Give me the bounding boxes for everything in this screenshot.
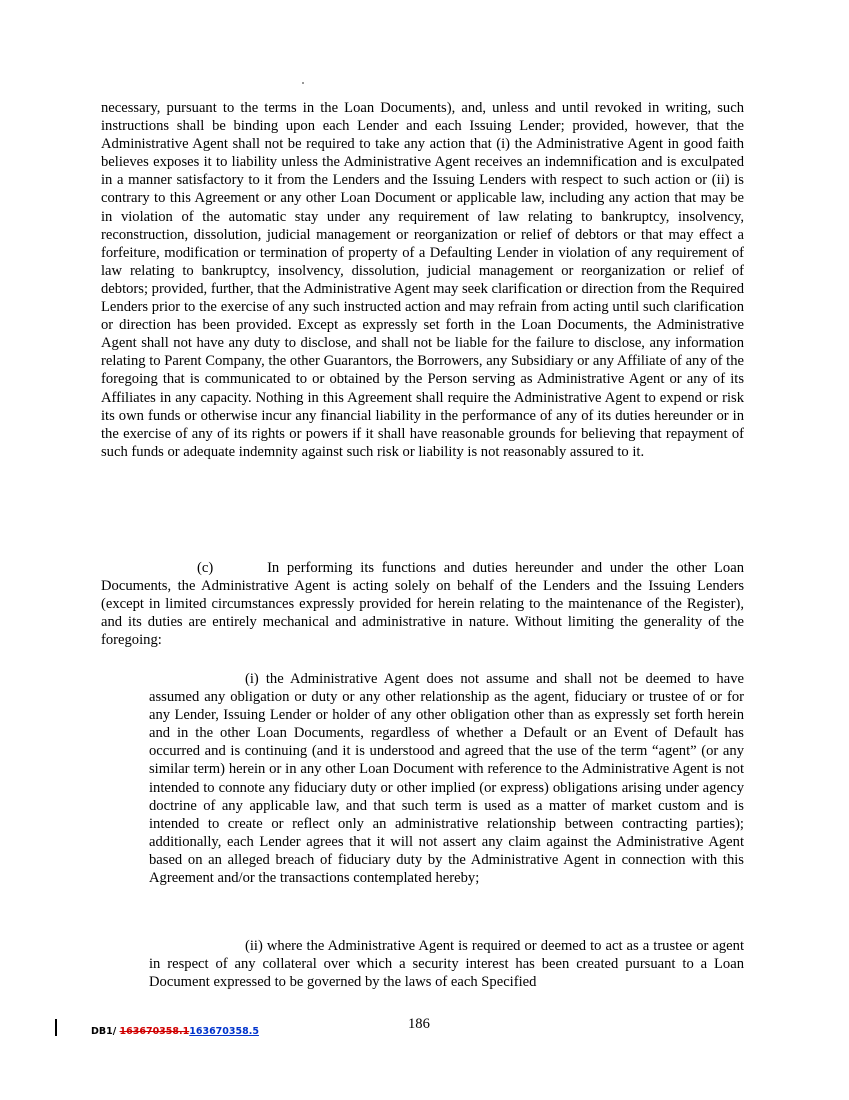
doc-id-deleted: 163670358.1 [119,1026,190,1037]
doc-id-inserted: 163670358.5 [189,1026,259,1037]
paragraph-continuation: necessary, pursuant to the terms in the Loan Documents), and, unless and until revoked in writing, such instructions shall be binding upon each Lender and each Issuing Lender; provided, however, that the Administrative Agent shall not be required to take any action that (i) the Administrative Agent in good faith believes exposes it to liability unless the Administrative Agent receives an indemnification and is exculpated in a manner satisfactory to it from the Lenders and the Issuing Lenders with respect to such action or (ii) is contrary to this Agreement or any other Loan Document or applicable law, including any action that may be in violation of the automatic stay under any requirement of law relating to bankruptcy, insolvency, reconstruction, dissolution, judicial management or reorganization or relief of debtors or that may effect a forfeiture, modification or termination of property of a Defaulting Lender in violation of any requirement of law relating to bankruptcy, insolvency, dissolution, judicial management or reorganization or relief of debtors; provided, further, that the Administrative Agent may seek clarification or direction from the Required Lenders prior to the exercise of any such instructed action and may refrain from acting until such clarification or direction has been provided. Except as expressly set forth in the Loan Documents, the Administrative Agent shall not have any duty to disclose, and shall not be liable for the failure to disclose, any information relating to Parent Company, the other Guarantors, the Borrowers, any Subsidiary or any Affiliate of any of the foregoing that is communicated to or obtained by the Person serving as Administrative Agent or any of its Affiliates in any capacity. Nothing in this Agreement shall require the Administrative Agent to expend or risk its own funds or otherwise incur any financial liability in the performance of any of its duties hereunder or in the exercise of any of its rights or powers if it shall have reasonable grounds for believing that repayment of such funds or adequate indemnity against such risk or liability is not reasonably assured to it. [101,100,744,460]
doc-id-prefix: DB1/ [91,1026,120,1037]
document-id-footer [91,1026,259,1037]
revision-change-bar [55,1019,57,1036]
page-number: 186 [408,1016,430,1032]
clause-ii: (ii) where the Administrative Agent is required or deemed to act as a trustee or agent in respect of any collateral over which a security interest has been created pursuant to a Loan Document expressed to be governed by the laws of each Specified [149,938,744,991]
paragraph-c: (c) In performing its functions and duties hereunder and under the other Loan Documents, the Administrative Agent is acting solely on behalf of the Lenders and the Issuing Lenders (except in limited circumstances expressly provided for herein relating to the maintenance of the Register), and its duties are entirely mechanical and administrative in nature. Without limiting the generality of the foregoing: [101,560,744,649]
stray-mark [302,82,304,84]
clause-i: (i) the Administrative Agent does not assume and shall not be deemed to have assumed any obligation or duty or any other relationship as the agent, fiduciary or trustee of or for any Lender, Issuing Lender or holder of any other obligation other than as expressly set forth herein and in the other Loan Documents, regardless of whether a Default or an Event of Default has occurred and is continuing (and it is understood and agreed that the use of the term “agent” (or any similar term) herein or in any other Loan Document with reference to the Administrative Agent is not intended to connote any fiduciary duty or other implied (or express) obligations arising under agency doctrine of any applicable law, and that such term is used as a matter of market custom and is intended to create or reflect only an administrative relationship between contracting parties); additionally, each Lender agrees that it will not assert any claim against the Administrative Agent based on an alleged breach of fiduciary duty by the Administrative Agent in connection with this Agreement and/or the transactions contemplated hereby; [149,671,744,887]
